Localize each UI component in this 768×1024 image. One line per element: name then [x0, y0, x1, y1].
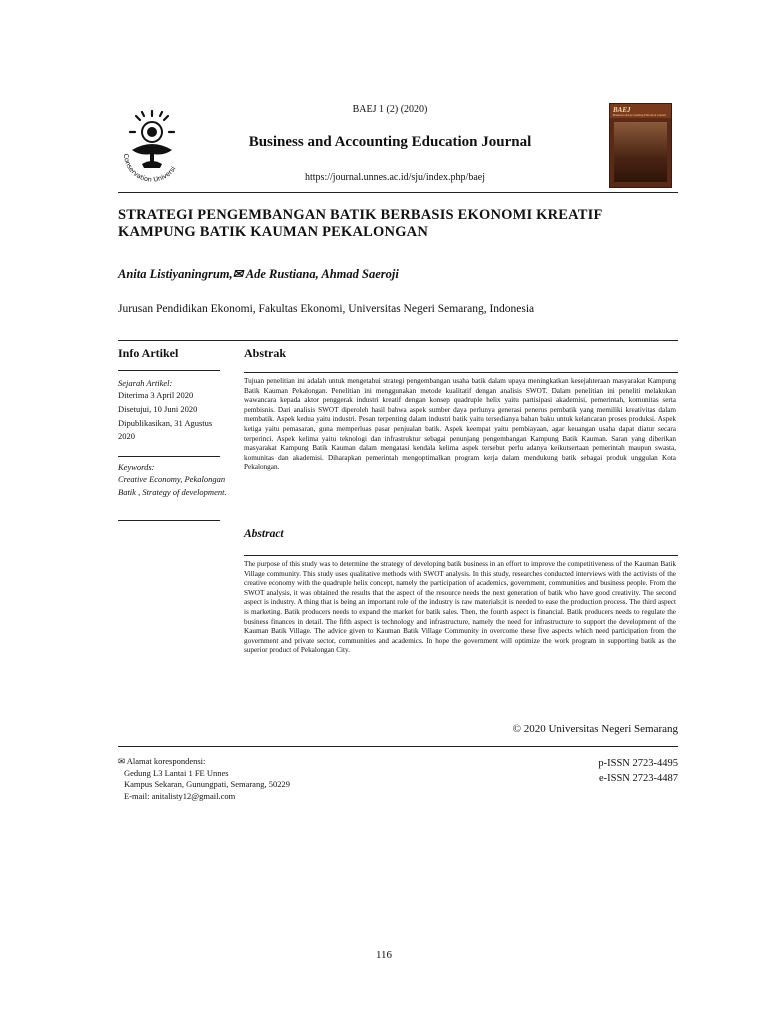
- abstrak-text: Tujuan penelitian ini adalah untuk mengetahui strategi pengembangan usaha batik dalam upaya meningkatkan kesejahteraan masyarakat Kampung Batik Kauman Pekalongan. Penelitian ini menggunakan metode kualitatif dengan analisis SWOT. Dalam penelitian ini peneliti melakukan wawancara kepada aktor penggerak industri kreatif dengan konsep quadruple helix yaitu partisipasi akademisi, pemerintah, komunitas serta pembisnis. Dari analisis SWOT diperoleh hasil bahwa aspek sumber daya perlunya generasi penerus pembatik yang memiliki kreativitas dalam membatik. Aspek kedua yaitu industri. Pesan terpenting dalam industri batik yaitu tersedianya bahan baku untuk kelancaran proses produksi. Aspek ketiga yaitu pemasaran, guna memperluas pasar penjualan batik. Aspek keempat yaitu pembiayaan, agar keuangan usaha dapat diatur secara terperinci. Aspek kelima yaitu teknologi dan infrastruktur sebagai penunjang pengembangan Kampung Batik Kauman. Saran yang diberikan masyarakat Kampung Batik Kauman dalam mengatasi kendala kelima aspek tersebut perlu adanya keikutsertaan pemerintah maupun swasta, komunitas dan akademisi. Diharapkan pemerintah mengoptimalkan program kerja dalam mendukung batik sebagai produk unggulan Kota Pekalongan.: [244, 377, 676, 472]
- abstrak-divider: [244, 372, 678, 373]
- keywords-label: Keywords:: [118, 462, 155, 472]
- published-date: Dipublikasikan, 31 Agustus 2020: [118, 418, 213, 441]
- journal-cover-image: [609, 103, 672, 188]
- info-divider: [118, 370, 220, 371]
- page-number: 116: [375, 949, 393, 961]
- footer-divider: [118, 746, 678, 747]
- cover-subtitle: Business and Accounting Education Journal: [613, 113, 666, 117]
- logo-text: Conservation Universi: [121, 153, 178, 184]
- abstract-heading: Abstract: [244, 528, 284, 540]
- correspondence-address-2: Kampus Sekaran, Gunungpati, Semarang, 50229: [124, 779, 290, 789]
- keywords-divider: [118, 456, 220, 457]
- abstrak-heading: Abstrak: [244, 346, 287, 360]
- journal-volume: BAEJ 1 (2) (2020): [352, 104, 428, 115]
- p-issn: p-ISSN 2723-4495: [598, 758, 678, 769]
- header-divider: [118, 192, 678, 193]
- correspondence-address-1: Gedung L3 Lantai 1 FE Unnes: [124, 767, 229, 778]
- abstract-text: The purpose of this study was to determine the strategy of developing batik business in an effort to improve the competitiveness of the Kauman Batik Village community. This study uses qualitative methods with SWOT analysis. In this study, researches conducted interviews with the activists of the creative economy with the quadruple helix concept, namely the participation of academics, government, communities and business people. From the SWOT analysis, it was obtained the results that the aspect of the resource needs the next generation of batik who have good creativity. The second aspect is industry. A thing that is being an important role of the industry is raw materials;it is needed to ease the production process. The third aspect is marketing. Batik producers needs to expand the market for batik sales. Then, the fourth aspect is financial. Batik producers needs to regulate the business finances in detail. The fifth aspect is technology and infrastructure, namely the need for infrastructure to support the development of the Kauman Batik Village. The advice given to Kauman Batik Village Community in overcome these five aspects which need participation from the government and private sector, communities and academics. In hope the government will optimize the work program in supporting batik as the superior product of Pekalongan City.: [244, 560, 676, 655]
- received-date: Diterima 3 April 2020: [118, 390, 194, 400]
- issn-block: [560, 756, 678, 786]
- article-authors: Anita Listiyaningrum,✉ Ade Rustiana, Ahmad Saeroji: [118, 267, 399, 281]
- info-heading: Info Artikel: [118, 346, 179, 360]
- cover-title: BAEJ: [613, 106, 631, 114]
- approved-date: Disetujui, 10 Juni 2020: [118, 404, 198, 414]
- article-affiliation: Jurusan Pendidikan Ekonomi, Fakultas Ekonomi, Universitas Negeri Semarang, Indonesia: [118, 303, 535, 315]
- abstract-divider: [244, 555, 678, 556]
- keywords: Creative Economy, Pekalongan Batik , Strategy of development.: [118, 474, 227, 497]
- e-issn: e-ISSN 2723-4487: [598, 773, 678, 784]
- section-divider: [118, 340, 678, 341]
- journal-url[interactable]: https://journal.unnes.ac.id/sju/index.php/baej: [305, 172, 485, 183]
- keywords-end-divider: [118, 520, 220, 521]
- article-title: STRATEGI PENGEMBANGAN BATIK BERBASIS EKONOMI KREATIF KAMPUNG BATIK KAUMAN PEKALONGAN: [118, 207, 603, 240]
- correspondence-block: [118, 756, 418, 802]
- history-label: Sejarah Artikel:: [118, 378, 173, 388]
- journal-title: Business and Accounting Education Journal: [248, 134, 532, 150]
- university-logo-icon: [114, 110, 190, 186]
- copyright: © 2020 Universitas Negeri Semarang: [512, 723, 678, 735]
- correspondence-label: ✉ Alamat korespondensi:: [118, 756, 206, 766]
- correspondence-email[interactable]: E-mail: anitalisty12@gmail.com: [124, 790, 236, 801]
